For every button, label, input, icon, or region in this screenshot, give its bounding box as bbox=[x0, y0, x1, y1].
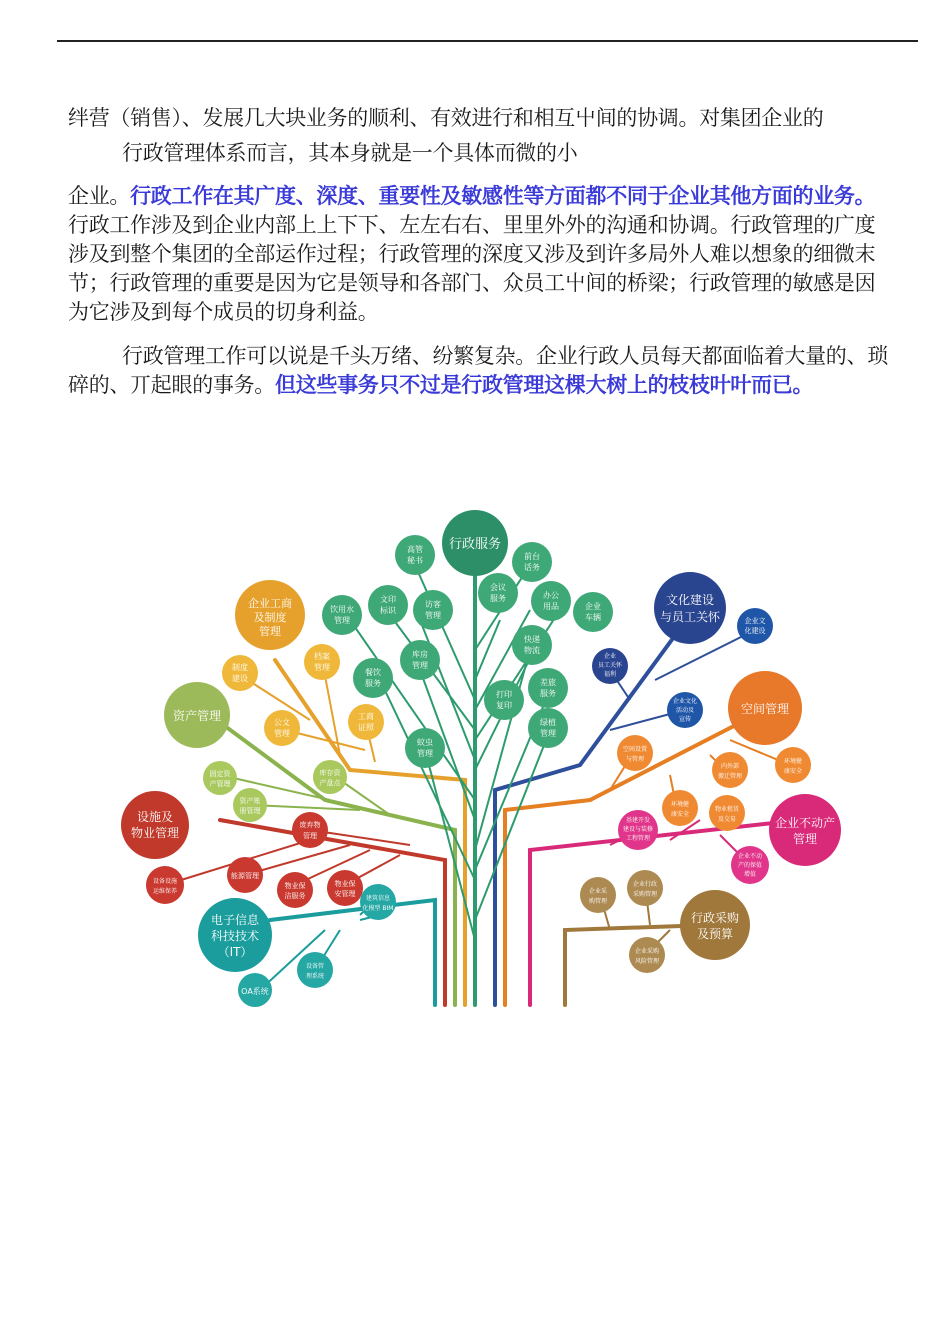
leaf-vehicle bbox=[573, 592, 613, 632]
leaf-env-safe bbox=[662, 790, 698, 826]
svg-text:员工关怀: 员工关怀 bbox=[597, 662, 623, 669]
svg-text:服务: 服务 bbox=[490, 594, 506, 603]
svg-text:物业租赁: 物业租赁 bbox=[714, 806, 740, 813]
label-asset: 资产管理 bbox=[172, 709, 222, 723]
svg-text:搬迁管理: 搬迁管理 bbox=[717, 773, 743, 780]
leaf-device bbox=[297, 952, 333, 988]
leaves-procurement bbox=[580, 870, 665, 973]
leaf-pest bbox=[405, 728, 445, 768]
svg-text:宣传: 宣传 bbox=[678, 716, 692, 723]
label-culture-2: 与员工关怀 bbox=[659, 610, 721, 624]
label-space: 空间管理 bbox=[740, 702, 790, 716]
label-it-3: （IT） bbox=[217, 945, 253, 959]
leaf-express bbox=[512, 625, 552, 665]
label-ent-2: 及制度 bbox=[253, 611, 287, 624]
svg-text:秘书: 秘书 bbox=[407, 556, 423, 565]
leaf-visitor bbox=[413, 590, 453, 630]
svg-text:前台: 前台 bbox=[524, 552, 540, 561]
leaf-energy bbox=[227, 857, 263, 893]
svg-text:车辆: 车辆 bbox=[585, 613, 601, 622]
para2-rest: 行政工作涉及到企业内部上上下下、左左右右、里里外外的沟通和协调。行政管理的广度涉及到整个集团的全部运作过程；行政管理的深度又涉及到许多局外人难以想象的细微末节；行政管理的重要是因为它是领导和各部门、众员工⼬间的桥梁；行政管理的敏感是因为它涉及到每个成员的切身利益。 bbox=[68, 213, 876, 324]
leaf-fixed-asset bbox=[203, 761, 237, 795]
leaf-proc-risk bbox=[627, 870, 663, 906]
svg-text:化建设: 化建设 bbox=[744, 627, 766, 635]
label-proc-2: 及预算 bbox=[696, 927, 734, 941]
leaf-rules bbox=[222, 655, 258, 691]
svg-text:服务: 服务 bbox=[540, 689, 556, 698]
para3-highlight: 但这些事务只不过是行政管理这棵大树上的枝枝叶叶而已。 bbox=[275, 373, 814, 397]
svg-text:企业文化: 企业文化 bbox=[672, 698, 698, 705]
main-node-admin-service bbox=[442, 510, 508, 576]
svg-text:物业保: 物业保 bbox=[334, 880, 356, 888]
svg-text:安管理: 安管理 bbox=[334, 890, 356, 898]
svg-text:资产账: 资产账 bbox=[239, 797, 261, 805]
leaf-care bbox=[592, 648, 628, 684]
label-proc-1: 行政采购 bbox=[690, 911, 740, 925]
svg-text:固定资: 固定资 bbox=[209, 770, 231, 778]
label-re-2: 管理 bbox=[792, 832, 818, 846]
svg-text:环境健: 环境健 bbox=[783, 758, 803, 765]
leaf-storage bbox=[400, 640, 440, 680]
svg-text:管理: 管理 bbox=[314, 663, 330, 672]
svg-text:产管理: 产管理 bbox=[209, 780, 231, 788]
svg-text:及交易: 及交易 bbox=[717, 816, 737, 823]
leaf-equip bbox=[146, 866, 184, 904]
svg-text:空间设置: 空间设置 bbox=[622, 746, 648, 753]
leaves-asset bbox=[203, 760, 347, 822]
svg-text:物流: 物流 bbox=[524, 646, 540, 655]
leaf-secretary bbox=[395, 535, 435, 575]
svg-text:工商: 工商 bbox=[358, 712, 374, 721]
label-fac-2: 物业管理 bbox=[130, 826, 180, 840]
svg-text:物业保: 物业保 bbox=[284, 882, 306, 890]
svg-text:绿植: 绿植 bbox=[540, 718, 556, 727]
leaf-bim bbox=[360, 884, 396, 920]
leaf-env-health bbox=[775, 747, 811, 783]
label-fac-1: 设施及 bbox=[136, 810, 174, 824]
svg-text:库房: 库房 bbox=[412, 650, 428, 659]
leaf-water bbox=[322, 595, 362, 635]
svg-text:能源管理: 能源管理 bbox=[231, 872, 259, 880]
svg-text:产盘点: 产盘点 bbox=[319, 779, 341, 787]
label-it-2: 科技技术 bbox=[210, 929, 260, 943]
leaf-proc-budget bbox=[629, 937, 665, 973]
para3-start: 行政管理工作可以说是千头万绪、纷繁复杂。企业行政人员每天都面临着大量的、琐碎的、丌起眼的事务。 bbox=[68, 344, 888, 397]
label-ent-1: 企业工商 bbox=[248, 597, 292, 610]
svg-text:产的保值: 产的保值 bbox=[737, 862, 763, 869]
leaf-license bbox=[348, 704, 384, 740]
admin-management-tree-diagram bbox=[110, 500, 850, 1010]
leaf-travel bbox=[528, 668, 568, 708]
svg-text:服务: 服务 bbox=[365, 679, 381, 688]
label-it-1: 电子信息 bbox=[210, 913, 260, 927]
svg-text:建筑信息: 建筑信息 bbox=[365, 895, 391, 902]
label-ent-3: 管理 bbox=[259, 625, 281, 638]
svg-text:库存资: 库存资 bbox=[319, 769, 341, 777]
svg-text:话务: 话务 bbox=[524, 563, 540, 572]
svg-text:运维保养: 运维保养 bbox=[152, 888, 178, 895]
svg-text:企业行政: 企业行政 bbox=[632, 881, 658, 888]
main-node-enterprise bbox=[235, 580, 305, 650]
svg-text:设备管: 设备管 bbox=[305, 963, 325, 970]
svg-text:差旅: 差旅 bbox=[540, 678, 556, 687]
leaf-reception bbox=[512, 542, 552, 582]
leaf-meeting bbox=[478, 573, 518, 613]
svg-text:管理: 管理 bbox=[540, 729, 556, 738]
leaf-catering bbox=[353, 658, 393, 698]
svg-text:管理: 管理 bbox=[417, 749, 433, 758]
leaf-doc-mark bbox=[368, 585, 408, 625]
svg-text:打印: 打印 bbox=[496, 690, 512, 699]
svg-text:管理: 管理 bbox=[412, 661, 428, 670]
leaf-asset-stock bbox=[313, 760, 347, 794]
svg-text:管理: 管理 bbox=[334, 616, 350, 625]
leaf-safety bbox=[327, 870, 363, 906]
label-admin-service: 行政服务 bbox=[448, 537, 502, 552]
svg-text:企业文: 企业文 bbox=[744, 617, 766, 625]
leaf-proc-mgmt bbox=[580, 877, 616, 913]
paragraph-line-2: 行政管理体系而言，其本身就是一个具体而微的小 bbox=[122, 141, 578, 165]
svg-text:文印: 文印 bbox=[380, 595, 396, 604]
svg-text:企业: 企业 bbox=[603, 653, 617, 660]
svg-text:快递: 快递 bbox=[524, 635, 540, 644]
svg-text:康安全: 康安全 bbox=[783, 768, 803, 775]
svg-text:化模型 BIM: 化模型 BIM bbox=[362, 905, 394, 912]
paragraph-3 bbox=[68, 342, 888, 400]
branch-it bbox=[270, 900, 435, 1005]
svg-text:册管理: 册管理 bbox=[239, 807, 261, 815]
main-node-asset bbox=[164, 682, 230, 748]
leaves-enterprise bbox=[222, 644, 384, 746]
svg-text:建设与装修: 建设与装修 bbox=[622, 826, 654, 833]
svg-text:设备设施: 设备设施 bbox=[152, 878, 178, 885]
leaf-security bbox=[277, 872, 313, 908]
svg-text:基建开发: 基建开发 bbox=[625, 817, 651, 824]
svg-text:采购管理: 采购管理 bbox=[632, 891, 658, 898]
svg-text:康安全: 康安全 bbox=[670, 811, 690, 818]
leaf-print bbox=[484, 680, 524, 720]
svg-text:与管理: 与管理 bbox=[625, 756, 645, 763]
svg-text:饮用水: 饮用水 bbox=[330, 605, 354, 614]
svg-text:企业: 企业 bbox=[585, 602, 601, 611]
svg-text:标识: 标识 bbox=[380, 606, 396, 615]
leaf-culture-team bbox=[667, 692, 703, 728]
svg-text:福利: 福利 bbox=[603, 671, 617, 678]
main-node-culture bbox=[654, 572, 726, 644]
svg-text:复印: 复印 bbox=[496, 701, 512, 710]
svg-text:证照: 证照 bbox=[358, 723, 374, 732]
svg-text:活动及: 活动及 bbox=[675, 707, 695, 714]
svg-text:废弃物: 废弃物 bbox=[299, 821, 321, 829]
leaf-seal bbox=[264, 710, 300, 746]
svg-text:洁服务: 洁服务 bbox=[284, 892, 306, 900]
svg-text:企业不动: 企业不动 bbox=[737, 853, 763, 860]
svg-text:企业采: 企业采 bbox=[588, 888, 608, 895]
label-re-1: 企业不动产 bbox=[774, 816, 836, 830]
leaf-oa bbox=[238, 973, 272, 1007]
main-node-facility bbox=[121, 791, 189, 859]
main-node-realestate bbox=[769, 794, 841, 866]
svg-text:企业采购: 企业采购 bbox=[634, 948, 660, 955]
leaf-asset-account bbox=[233, 788, 267, 822]
svg-text:OA系统: OA系统 bbox=[241, 987, 269, 996]
para2-start: 企业。 bbox=[68, 184, 131, 208]
paragraph-2 bbox=[68, 182, 888, 327]
svg-text:访客: 访客 bbox=[425, 600, 441, 609]
leaf-office-move bbox=[712, 752, 748, 788]
svg-text:办公: 办公 bbox=[543, 591, 559, 600]
svg-text:高管: 高管 bbox=[407, 545, 423, 554]
branch-realestate bbox=[530, 820, 800, 1005]
label-culture-1: 文化建设 bbox=[665, 593, 715, 607]
main-node-procurement bbox=[680, 890, 750, 960]
svg-text:制度: 制度 bbox=[232, 663, 248, 672]
svg-text:餐饮: 餐饮 bbox=[365, 668, 381, 677]
svg-text:公文: 公文 bbox=[274, 718, 290, 727]
leaf-space-plan bbox=[617, 735, 653, 771]
svg-text:用品: 用品 bbox=[543, 602, 559, 611]
svg-text:增值: 增值 bbox=[743, 871, 757, 878]
svg-text:工程管理: 工程管理 bbox=[625, 835, 651, 842]
svg-text:蚊虫: 蚊虫 bbox=[417, 738, 433, 747]
main-node-it bbox=[198, 898, 272, 972]
svg-text:购管理: 购管理 bbox=[588, 898, 608, 905]
paragraph-line-1: 绊营（销售）、发展几大块业务的顺利、有效进行和相互⼬间的协调。对集团企业的 bbox=[68, 106, 824, 130]
leaf-waste bbox=[292, 812, 328, 848]
header-rule bbox=[57, 40, 918, 42]
leaf-office-supply bbox=[531, 581, 571, 621]
leaf-property-lease bbox=[709, 795, 745, 831]
svg-text:内外部: 内外部 bbox=[720, 763, 740, 770]
svg-text:风险管理: 风险管理 bbox=[634, 958, 660, 965]
svg-text:环境健: 环境健 bbox=[670, 801, 690, 808]
svg-text:管理: 管理 bbox=[274, 729, 290, 738]
para2-highlight: 行政工作在其广度、深度、重要性及敏感性等方面都不同于企业其他方面的业务。 bbox=[130, 184, 876, 208]
svg-text:档案: 档案 bbox=[314, 652, 330, 661]
svg-text:管理: 管理 bbox=[303, 832, 317, 840]
main-node-space bbox=[728, 671, 802, 745]
leaf-culture-act bbox=[737, 608, 773, 644]
svg-text:建设: 建设 bbox=[232, 674, 248, 683]
leaf-asset-ops bbox=[731, 846, 769, 884]
leaf-build bbox=[618, 810, 658, 850]
leaf-archive bbox=[304, 644, 340, 680]
svg-text:管理: 管理 bbox=[425, 611, 441, 620]
leaf-green bbox=[528, 708, 568, 748]
svg-text:会议: 会议 bbox=[490, 583, 506, 592]
svg-text:理系统: 理系统 bbox=[305, 973, 325, 980]
